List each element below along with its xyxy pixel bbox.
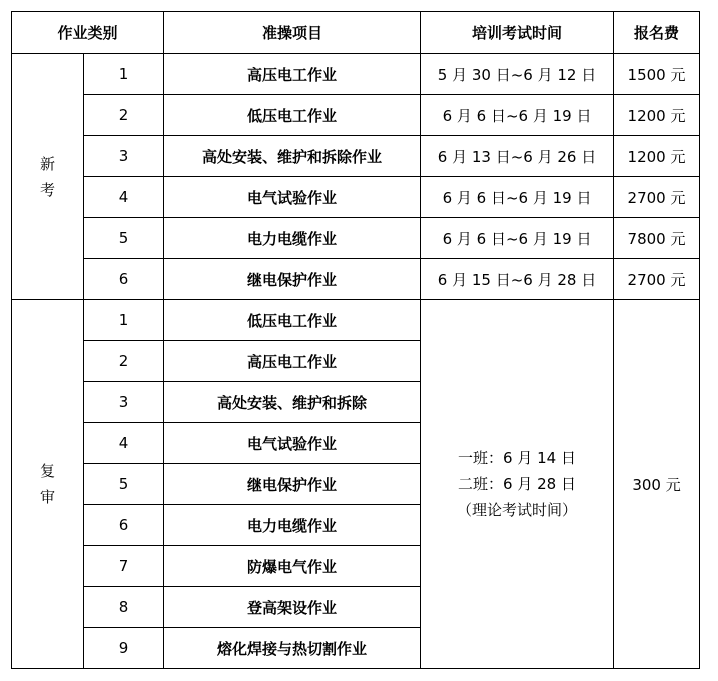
project-name: 高处安装、维护和拆除作业: [164, 136, 421, 177]
exam-time: 6 月 6 日~6 月 19 日: [421, 177, 614, 218]
row-number: 7: [84, 546, 164, 587]
project-name: 继电保护作业: [164, 259, 421, 300]
fee: 2700 元: [614, 259, 700, 300]
project-name: 电力电缆作业: [164, 218, 421, 259]
fee: 1200 元: [614, 136, 700, 177]
exam-time: 6 月 6 日~6 月 19 日: [421, 218, 614, 259]
review-label: 复 审: [12, 300, 84, 669]
project-name: 继电保护作业: [164, 464, 421, 505]
row-number: 6: [84, 259, 164, 300]
training-schedule-table: [11, 11, 700, 669]
project-name: 电气试验作业: [164, 177, 421, 218]
table-row: [12, 95, 700, 136]
table-row: [12, 177, 700, 218]
header-fee: 报名费: [614, 12, 700, 54]
project-name: 熔化焊接与热切割作业: [164, 628, 421, 669]
header-category: 作业类别: [12, 12, 164, 54]
row-number: 2: [84, 341, 164, 382]
fee: 7800 元: [614, 218, 700, 259]
project-name: 低压电工作业: [164, 300, 421, 341]
row-number: 3: [84, 382, 164, 423]
row-number: 3: [84, 136, 164, 177]
project-name: 电力电缆作业: [164, 505, 421, 546]
table-row: [12, 300, 700, 341]
fee: 1200 元: [614, 95, 700, 136]
row-number: 9: [84, 628, 164, 669]
exam-time: 6 月 15 日~6 月 28 日: [421, 259, 614, 300]
project-name: 登高架设作业: [164, 587, 421, 628]
exam-time: 5 月 30 日~6 月 12 日: [421, 54, 614, 95]
exam-time: 6 月 13 日~6 月 26 日: [421, 136, 614, 177]
fee: 2700 元: [614, 177, 700, 218]
table-row: [12, 218, 700, 259]
fee: 1500 元: [614, 54, 700, 95]
row-number: 4: [84, 423, 164, 464]
project-name: 防爆电气作业: [164, 546, 421, 587]
row-number: 5: [84, 464, 164, 505]
row-number: 2: [84, 95, 164, 136]
review-exam-time: 一班：6 月 14 日 二班：6 月 28 日 （理论考试时间）: [421, 300, 614, 669]
project-name: 高处安装、维护和拆除: [164, 382, 421, 423]
table-row: [12, 259, 700, 300]
header-row: [12, 12, 700, 54]
row-number: 1: [84, 54, 164, 95]
project-name: 高压电工作业: [164, 341, 421, 382]
project-name: 低压电工作业: [164, 95, 421, 136]
new-exam-label: 新 考: [12, 54, 84, 300]
table-row: [12, 54, 700, 95]
project-name: 电气试验作业: [164, 423, 421, 464]
project-name: 高压电工作业: [164, 54, 421, 95]
row-number: 4: [84, 177, 164, 218]
row-number: 8: [84, 587, 164, 628]
header-time: 培训考试时间: [421, 12, 614, 54]
exam-time: 6 月 6 日~6 月 19 日: [421, 95, 614, 136]
row-number: 5: [84, 218, 164, 259]
header-project: 准操项目: [164, 12, 421, 54]
row-number: 1: [84, 300, 164, 341]
table-row: [12, 136, 700, 177]
row-number: 6: [84, 505, 164, 546]
review-fee: 300 元: [614, 300, 700, 669]
